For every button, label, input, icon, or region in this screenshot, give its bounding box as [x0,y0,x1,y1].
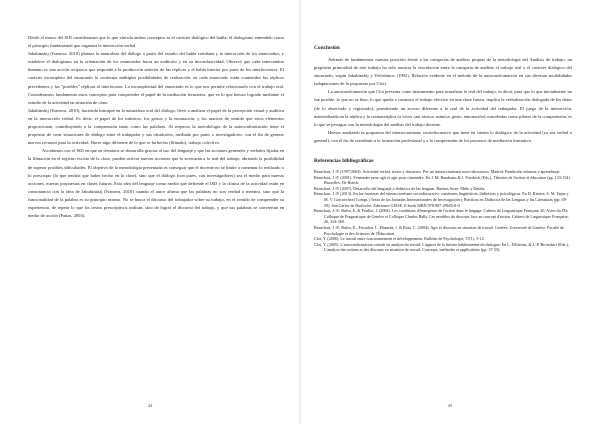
reference-item: Clot, Y. (2005). L'autoconfrontation croisée en analyse du travail: L'apport de la théorie bakhtinienne du dialogue. En L. Filliettaz, & J.-P. Bronckart (Eds.), L'analyse des actions et des discours en situation de travail. Concepts, méthodes et applications (pp. 37-55). [314,241,569,253]
page-number-left: 44 [147,402,153,408]
conclusion-paragraph: Hemos analizado la propuesta del interaccionismo sociodiscursivo que tiene en cuenta lo dialógico de la actividad (ya sea verbal o general), con el fin de contribuir a la formación profesional y a la comprensión de los procesos de mediación formativa. [314,129,572,143]
right-page [300,0,600,424]
body-paragraph: Acordamos con el ISD en que en términos se desarrolla gracias al uso del lenguaje y que las acciones generales y verbales fijadas en la filmación en el registro escrito de la clase, pueden activar nuevas acciones que lo acercarán a lo real del trabajo, abriendo la posibilidad de superar posibles dificultades. El objetivo de la metodología presentada es conseguir que el docente no se limite a comentar lo realizado o lo prescripto (lo que tendría que haber hecho en la clase), sino que el diálogo (con pares, con investigadores) sea el medio para nuevas acciones, nuevas propuestas en clases futuras. Esta idea del lenguaje como medio que defiende el ISD y la clínica de la actividad están en consonancia con la idea de Jakubinskij (Ivanova, 2010) cuando el autor afirma que las palabras no son verdad o mentira, sino que la funcionalidad de la palabra es su principio mismo. No se busca el discurso del trabajador sobre su trabajo, en el sentido de comprender su experiencia, de repetir lo que los textos prescriptivos indican, sino de lograr el discurso del trabajo, y que sus palabras se conviertan en medio de acción (Faïtas, 2003). [28,148,284,219]
conclusion-heading: Conclusión [314,45,340,51]
body-paragraph: Desde el marco del ISD consideramos que lo que vincula ambos conceptos es el carácter dialógico del habla: el dialogismo entendido como el principio fundamental que organiza la interacción verbal. [28,35,284,49]
reference-item: Bronckart, J.-P. (2001). S'entendre pour agir et agir pour s'entendre. En J. M. Baudouin & J. Friedrich (Eds.), Théories de l'action et éducation (pp. 133-154). Bruxelles: De Boeck. [314,174,571,186]
page-number-right: 45 [447,402,453,408]
reference-item: Bronckart, J.-P. (2007). Desarrollo del lenguaje y didáctica de las lenguas. Buenos Aires: Miño y Dávila. [314,185,486,191]
reference-item: Bronckart, J.-P., Bulea, E. & Pouliot, I. (2004). Les conditions d'émergence de l'action dans le langage. Cahiers de Linguistique Française 26. Actes du IXe Colloque de Pragmatique de Genève et Colloque Charles Bally. Les modèles du discours face au concept d'action. Cahiers de Linguistique Française, 26, 354-369. [314,208,569,225]
reference-item: Clot, Y. (2006). Le travail entre fonctionnement et développement. Bulletin de Psychologie, 57(1), 5-12. [314,236,485,242]
conclusion-paragraph: La autoconfrontación que Clot presenta como instrumento para actualizar lo real del trabajo, es decir, para que lo que inicialmente no fue posible, lo que no se hizo, lo que queda a construir el trabajo efectivo en una clase futura, implica la verbalización dialogada de los datos (de lo observado y registrado), permitiendo un acceso diferente a lo real de la actividad del trabajador. El juego de la interacción, materializada en la réplica y la contrarréplica (a veces casi táctica: mímica, gesto, entonación) concebidas como pilares de la comprensión, es lo que se persigue con la metodología del análisis del trabajo docente. [314,89,572,127]
references-heading: Referencias bibliográficas [314,158,374,165]
reference-item: Bronckart, J.-P. (1997/2004). Actividad verbal, textos y discursos. Por un interaccionismo socio-discursivo. Madrid: Fundación infancia y aprendizaje. [314,169,561,175]
body-paragraph: Jakubinskij (Ivanova, 2010) plantea la naturaleza del diálogo a partir del estudio del habla cotidiana y la interacción de los enunciados, y establece el dialogismo en la orientación de los enunciados hacia un auditorio y en su inconclusividad. Observó que cada intercambio humano es una acción recíproca que responde a la producción anterior de las réplicas y el habla interior por parte de los interlocutores. El carácter incompleto del enunciado lo conforma múltiples posibilidades de realización, en cada enunciado están contenidos las réplicas precedentes y las "posibles" réplicas al interlocutor. La incompletitud del enunciado es lo que nos permite relacionarlo con el trabajo real. Consideramos fundamenta estos conceptos para comprender el papel de la mediación formativa, que es lo que hemos logrado mediante el estudio de la actividad en situación de clase. [28,51,284,105]
reference-item: Bronckart, J.-P. (2013). En las fronteras del interaccionismo sociodiscursivo: cuestiones lingüísticas, didácticas y psicológicas. En D. Riestra, S. M. Tapia y M. V. Goicoechea (Comps.) Texto de las Jornadas Internacionales de Investigación y Prácticas en Didáctica de las Lenguas y las Literaturas (pp. 39-59). San Carlos de Bariloche: Ediciones GEISE. E-book ISBN 978-987-29605-0-0 [314,191,569,208]
reference-item: Bronckart, J.-P., Bulea, E., Fristalon, I., Plazaola, I. & Bota, C. (2004). Agir et discours en situation de travail. Genève: Université de Genève. Faculté de Psychologie et des Sciences de l'Éducation. [314,224,564,236]
conclusion-paragraph: Además de fundamentar nuestra posición frente a las categorías de análisis propias de la metodología del Análisis de trabajo, un propósito primordial de este trabajo ha sido mostrar la vinculación entre la categoría de análisis el trabajo real y el carácter dialógico del enunciado, según Jakubinskij y Volóshinov (1992). Relación evidente en el método de la autoconfrontación en sus diversas modalidades (adaptaciones de lo propuesto por Clot). [314,57,572,87]
body-paragraph: Jakubinskij (Ivanova, 2010), haciendo hincapié en la naturaleza oral del diálogo, llevó a analizar el papel de la percepción visual y auditiva en la interacción verbal. Es decir, el papel de los mímicos, los gestos y la entonación, y los matices de sentido que estos elementos proporcionan, contribuyendo a la comprensión tanto como las palabras. Al respecto la metodología de la autoconfrontación tiene el propósito de crear situaciones de diálogo entre el trabajador y sus obstáculos, mediado por pares o investigadores, con el fin de generar nuevos recursos para la actividad. Hacer algo diferente de lo que se ha hecho (filmado), trabajo colectivo. [28,107,284,146]
